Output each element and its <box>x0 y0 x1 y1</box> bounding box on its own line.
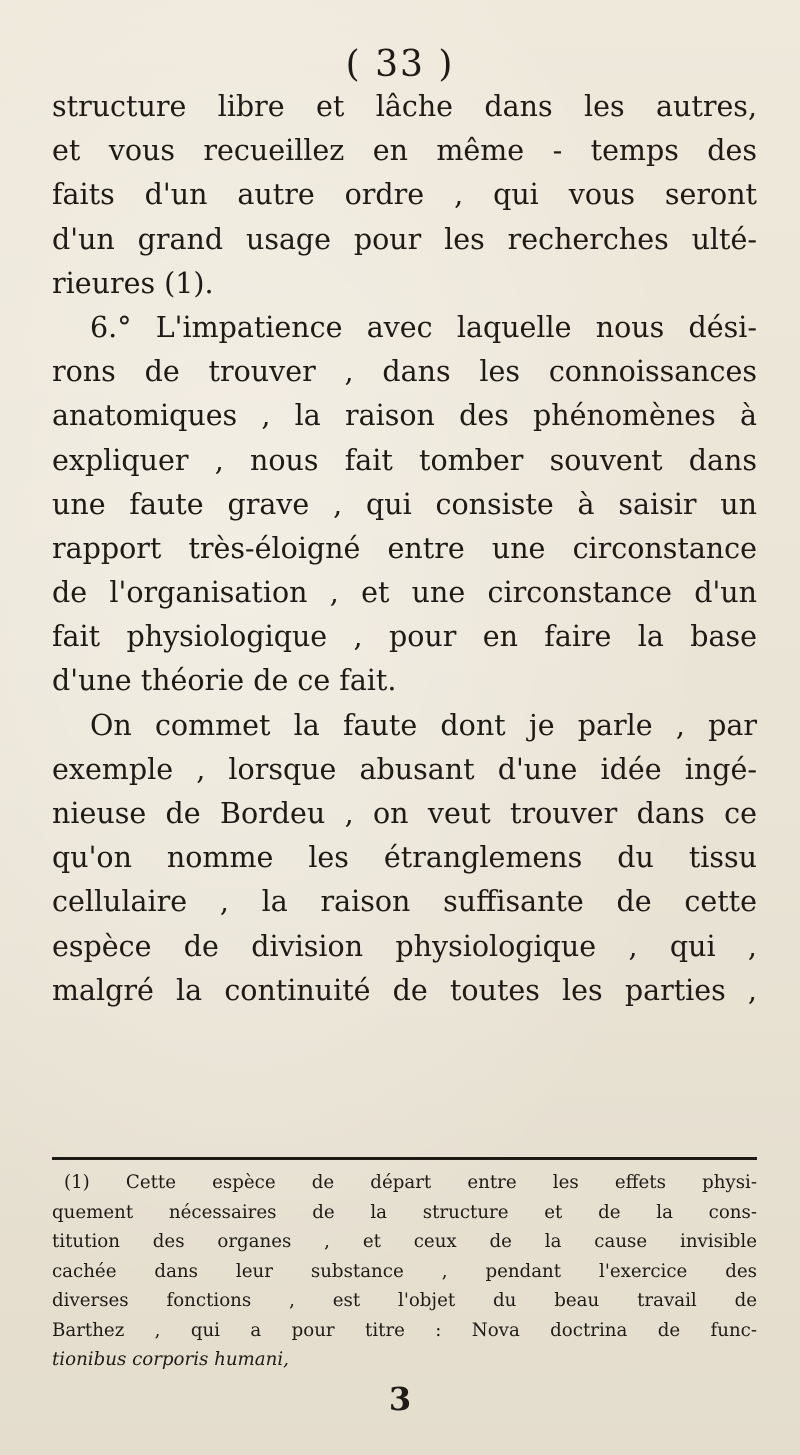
body-line: structure libre et lâche dans les autres, <box>52 90 757 123</box>
footnote-divider <box>52 1157 757 1160</box>
signature-mark: 3 <box>388 1380 412 1418</box>
body-line: une faute grave , qui consiste à saisir un <box>52 487 757 521</box>
footnote-line: titution des organes , et ceux de la cause invisible <box>52 1231 757 1252</box>
footnote-line: (1) Cette espèce de départ entre les effets physi- <box>64 1172 757 1193</box>
body-line: anatomiques , la raison des phénomènes à <box>52 399 757 433</box>
body-line: rons de trouver , dans les connoissances <box>52 355 757 389</box>
body-line: expliquer , nous fait tomber souvent dans <box>52 443 757 477</box>
body-line: d'un grand usage pour les recherches ulté- <box>52 222 757 256</box>
body-line: cellulaire , la raison suffisante de cette <box>52 885 757 919</box>
footnote-line: diverses fonctions , est l'objet du beau travail de <box>52 1290 757 1311</box>
body-line: fait physiologique , pour en faire la base <box>52 620 757 654</box>
body-line: d'une théorie de ce fait. <box>52 664 397 698</box>
footnote <box>52 1168 757 1375</box>
footnote-line: quement nécessaires de la structure et de la cons- <box>52 1201 757 1223</box>
body-text <box>52 85 757 1013</box>
body-line: On commet la faute dont je parle , par <box>90 708 757 742</box>
footnote-line: tionibus corporis humani, <box>52 1349 289 1370</box>
body-line: rapport très-éloigné entre une circonstance <box>52 531 757 565</box>
body-line: nieuse de Bordeu , on veut trouver dans ce <box>52 797 757 830</box>
footnote-line: Barthez , qui a pour titre : Nova doctrina de func- <box>52 1319 757 1341</box>
body-line: 6.° L'impatience avec laquelle nous dési- <box>90 310 757 344</box>
page-number: ( 33 ) <box>345 44 455 85</box>
body-line: qu'on nomme les étranglemens du tissu <box>52 841 757 875</box>
body-line: de l'organisation , et une circonstance d'un <box>52 576 757 610</box>
body-line: malgré la continuité de toutes les parties , <box>52 973 757 1007</box>
footnote-line: cachée dans leur substance , pendant l'exercice des <box>52 1260 757 1282</box>
body-line: exemple , lorsque abusant d'une idée ingé- <box>52 752 757 786</box>
body-line: rieures (1). <box>52 266 214 300</box>
body-line: faits d'un autre ordre , qui vous seront <box>52 178 757 212</box>
body-line: et vous recueillez en même - temps des <box>52 134 757 168</box>
body-line: espèce de division physiologique , qui , <box>52 929 757 963</box>
